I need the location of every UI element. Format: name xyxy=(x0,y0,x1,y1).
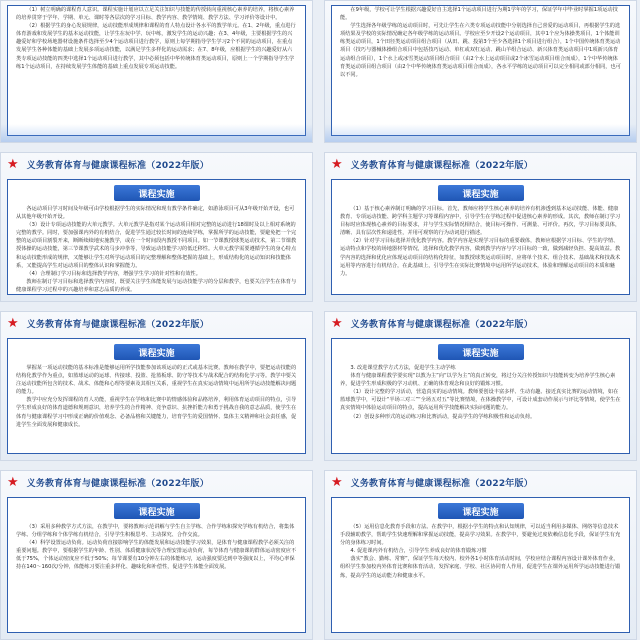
content-panel xyxy=(7,5,306,136)
paragraph: （3）采用多种教学方式方法，在教学中，要将教师示范讲解与学生自主学练、合作学练和探究学练有机结合，将集体学练、分组学练和个体学练有机结合，引导学生积极思考、主动探究、合作交流。 xyxy=(16,524,295,539)
paragraph: （1）基于核心素养制订明确的学习目标。首先，教师应将学生核心素养的培养有机渗透到基本运动技能、体能、健康教育、专项运动技能、跨学科主题学习等课程内容中，引导学生在学练过程中促进核心素养的形成。其次，教师在制订学习目标时应体现核心素养的目标要求，并与学生实际情况相结合，使目标可操作、可测量、可评价。再次，学习目标要具体，清晰、具有层次性和递进性，并用可观察的行为动词进行描述。 xyxy=(340,206,621,237)
section-badge: 课程实施 xyxy=(114,503,200,519)
paragraph: 教学中应充分发挥课程的育人功能，重视学生在学练和比赛中的情感体验和品格培养，利用体育运动项目的特点，引导学生形成良好的体育道德和规则意识，培养学生的合作精神、竞争意识、抗挫折能力和勇于挑战自我的意志品质，使学生在体育与健康课程学习中形成正确的价值观念、必备品格和关键能力，培育学生的爱国情怀、集体主义精神和社会责任感，促进学生全面发展和健康成长。 xyxy=(16,397,297,428)
paragraph: （2）创设多种形式的运动练习和比赛活动，提高学生的学练积极性和运动负荷。 xyxy=(350,413,536,420)
star-icon: ★ xyxy=(331,315,343,331)
section-badge: 课程实施 xyxy=(438,503,524,519)
paragraph: （5）运用信息化教育手段和方法。在教学中，根据小学生的特点和认知规律，可以适当利用多媒体、网络等信息技术手段辅助教学，帮助学生快速理解和掌握运动技能，提高学习效果。在教学中，要避免过度依赖信息化手段，保证学生有充分的身体练习时间。 xyxy=(340,524,621,547)
slide-title: 义务教育体育与健康课程标准（2022年版） xyxy=(26,478,209,489)
section-badge: 课程实施 xyxy=(438,185,524,201)
slide-header xyxy=(325,153,636,175)
wave-decoration xyxy=(325,124,636,142)
section-badge: 课程实施 xyxy=(438,344,524,360)
slide-title: 义务教育体育与健康课程标准（2022年版） xyxy=(350,478,533,489)
content-panel xyxy=(331,497,630,633)
slide-mid1-right xyxy=(324,152,637,302)
paragraph: （3）设计专项运动技能的大单元教学。大单元教学是指对某个运动项目相对完整的运动进行18课时及以上相对系统的完整的教学。同时，要加强课内外的有机结合，促进学生通过较长时间的连续学练，掌握所学的运动技能，要避免把一个完整的运动项目割裂开来，断断续续地实施教学，或在一个时间段内教授不同项目。如一节课教授球类运动技术，第二节课教授体操的运动技能，第三节课教学武术的马步冲拳等，导致运动技能学习的低迁移性。大单元教学需要遵循学生的身心特点和运动技能形成的规律，又能够让学生对所学运动项目的完整理解和整体把握的基础上，形成结构化的运动知识和技能体系，又能提高学生对运动项目的整体认识和掌握能力。 xyxy=(16,222,297,269)
section-badge: 课程实施 xyxy=(114,185,200,201)
paragraph: 各运动项目学习时间及年级可由学校根据学生的实际情况和现有教学条件确定，如游泳项目可从3年级开始开设，也可从其他年级开始开设。 xyxy=(16,206,295,221)
slide-title: 义务教育体育与健康课程标准（2022年版） xyxy=(350,319,533,330)
slide-header xyxy=(1,471,312,493)
content-panel xyxy=(331,338,630,454)
star-icon: ★ xyxy=(331,156,343,172)
star-icon: ★ xyxy=(7,156,19,172)
paragraph: 在9年级，学校可让学生根据兴趣爱好自主选择1个运动项目进行为期1学年的学习，保证学年中毕业时掌握1项运动技能。 xyxy=(340,7,618,22)
wave-decoration xyxy=(1,124,312,142)
slide-title: 义务教育体育与健康课程标准（2022年版） xyxy=(26,160,209,171)
star-icon: ★ xyxy=(7,315,19,331)
paragraph: 4. 促进课内外有机结合，引导学生养成良好的体育锻炼习惯 xyxy=(350,548,487,555)
content-panel xyxy=(7,179,306,295)
paragraph: （1）树立明确的课程育人意识。课程实施计划应以立足关注知识与技能的传授转向重视核心素养的培养，将核心素养的培养贯穿于学年、学期、单元、课时等各层次的学习目标、教学内容、教学情境、教学方法、学习评价等设计中。 xyxy=(16,7,295,22)
paragraph: （1）设计完整的学习活动，营造真实的运动情境。教师要创设丰富多样、生动有趣、接近真实比赛的运动情境，如在篮球教学中，可设计“半场三对三”“全场五对五”等比赛情境，在体操教学中，可设计成套动作展示与评比等情境，使学生在真实情境中体验运动项目的特点，提高运用所学技能解决实际问题的能力。 xyxy=(340,389,621,412)
slide-header xyxy=(1,312,312,334)
paragraph: 落实“教会、勤练、常赛”，保证学生每天校内、校外各1小时体育活动时间，学校应结合课程内容设计课外体育作业，组织学生参加校内外体育比赛和体育活动，发挥家庭、学校、社区协同育人作用，促进学生在课外运用所学运动技能进行锻炼，提高学生的运动能力和健康水平。 xyxy=(340,556,621,579)
paragraph: （2）根据学生的身心发展规律，运动技能形成规律和课程的育人特点设计各水平的教学单元。在1、2年级，重点进行体育游戏和发展学生的基本运动技能，让学生在玩中学、玩中练，激发学生的运动兴趣；在3、4年级，主要根据学生的兴趣爱好和学校场地器材设施条件选择至少4个运动项目进行教学，原则上每学期指导学生学习2个不同的运动项目，在重点发展学生各种体能的基础上发展多项运动技能，以满足学生多样化的运动需求；在7、8年级，应根据学生的兴趣爱好从六类专项运动技能的四类中选择1个运动项目进行教学，其中必须包括中华传统体育类运动项目，原则上一个学期指导学生学练1个运动项目，在持续发展学生体能的基础上重点发展专项运动技能。 xyxy=(16,23,296,70)
slide-mid1-left xyxy=(0,152,313,302)
slide-bottom-right xyxy=(324,470,637,640)
star-icon: ★ xyxy=(331,474,343,490)
paragraph: 3. 改进课堂教学方式方法，促进学生主动学练 xyxy=(350,365,456,371)
content-panel xyxy=(7,497,306,633)
slide-bottom-left xyxy=(0,470,313,640)
paragraph: 掌握某一项运动技能的基本标准是能够运用所学技能参加该项运动的正式或基本比赛。教师在教学中，要把运动技能的结构化教学作为重点，如篮球运动的运球、传接球、投篮、抢篮板球、防守等技术与战术配合的结构化学习等。教学中要关注运动技能所包含的技术、战术、体能和心理等要素及其相互关系，重视学生在真实运动情境中运用所学运动技能解决问题的能力。 xyxy=(16,365,297,396)
slide-mid2-right xyxy=(324,311,637,461)
content-panel xyxy=(331,5,630,136)
slide-title: 义务教育体育与健康课程标准（2022年版） xyxy=(26,319,209,330)
paragraph: 教师在制订学习目标和选择教学内容时，既要关注学生体能发展与运动技能学习的分层和教学，也要关注学生在体育与健康课程学习过程中的兴趣培养和意志品质的养成。 xyxy=(16,278,297,293)
paragraph: （2）针对学习目标选择并优化教学内容。教学内容是实现学习目标的重要载体，教师应根据学习目标、学生的学情、运动特点和学校的场地器材等情况，选择和优化教学内容，做到教学内容与学习目标的一致，做到减轻负担、提高效益。教学内容的选择和优化应体现运动项目的结构化特征，如教授球类运动项目时，应将单个技术、组合技术、基础战术和技战术运用等内容进行有机结合，在此基础上，引导学生在实际比赛情境中运用所学运动技术，体验和理解运动项目的本质和魅力。 xyxy=(340,238,621,277)
paragraph: （4）科学设置运动负荷。运动负荷直接影响学生的体能发展和运动技能学习效果，是体育与健康课程教学必须关注的重要问题。教学中，要根据学生的年龄、性别、体质健康状况等合理安排运动负荷，每节体育与健康课的群体运动密度应不低于75%，个体运动密度应不低于50%；每节课要有10分钟左右的体能练习，运动强度要达到中等强度以上，平均心率保持在140～160次/分钟，体能练习要注重多样化、趣味化和补偿性，促进学生体能全面发展。 xyxy=(16,540,297,571)
star-icon: ★ xyxy=(7,474,19,490)
paragraph: 学生选择各年级学练的运动项目时，可先让学生在六类专项运动技能中分别选择自己喜爱的运动项目，再根据学生的选项结果及学校的实际情况确定各年级学练的运动项目。学校应至少开设2个运动项目，其中1个应为体操类项目，1个体能训练类运动项目，1个田径类运动项目组合项目（从田、跳、投第3个至少各选择1个项目进行组合），1个中国传统体育类运动项目（技巧与器械体操组合项目中包括技巧运动、单杠或双杠运动、跳山羊组合运动、新兴体育类运动项目中1项新兴体育运动组合项目），1个水上或冰雪类运动项目组合项目（由2个水上运动项目或2个冰雪运动项目组合而成），1个中华传统体育类运动项目组合项目（由2个中华传统体育类运动项目组合而成），各水平学练的运动项目可以完全相同或部分相同，也可以不同。 xyxy=(340,23,621,78)
content-panel xyxy=(331,179,630,295)
slide-top-left xyxy=(0,0,313,143)
slide-header xyxy=(1,153,312,175)
slide-top-right xyxy=(324,0,637,143)
slide-header xyxy=(325,312,636,334)
content-panel xyxy=(7,338,306,454)
section-badge: 课程实施 xyxy=(114,344,200,360)
slide-header xyxy=(325,471,636,493)
slide-mid2-left xyxy=(0,311,313,461)
paragraph: 体育与健康课程教学要实现“以教为主”向“以学为主”的真正转变，将过分关注传授知识与技能转变为培养学生核心素养，促进学生形成积极的学习动机、正确的体育观念和良好的锻炼习惯。 xyxy=(340,373,616,388)
paragraph: （4）合理制订学习目标和选择教学内容，增强学生学习的针对性和有效性。 xyxy=(26,270,201,277)
slide-title: 义务教育体育与健康课程标准（2022年版） xyxy=(350,160,533,171)
